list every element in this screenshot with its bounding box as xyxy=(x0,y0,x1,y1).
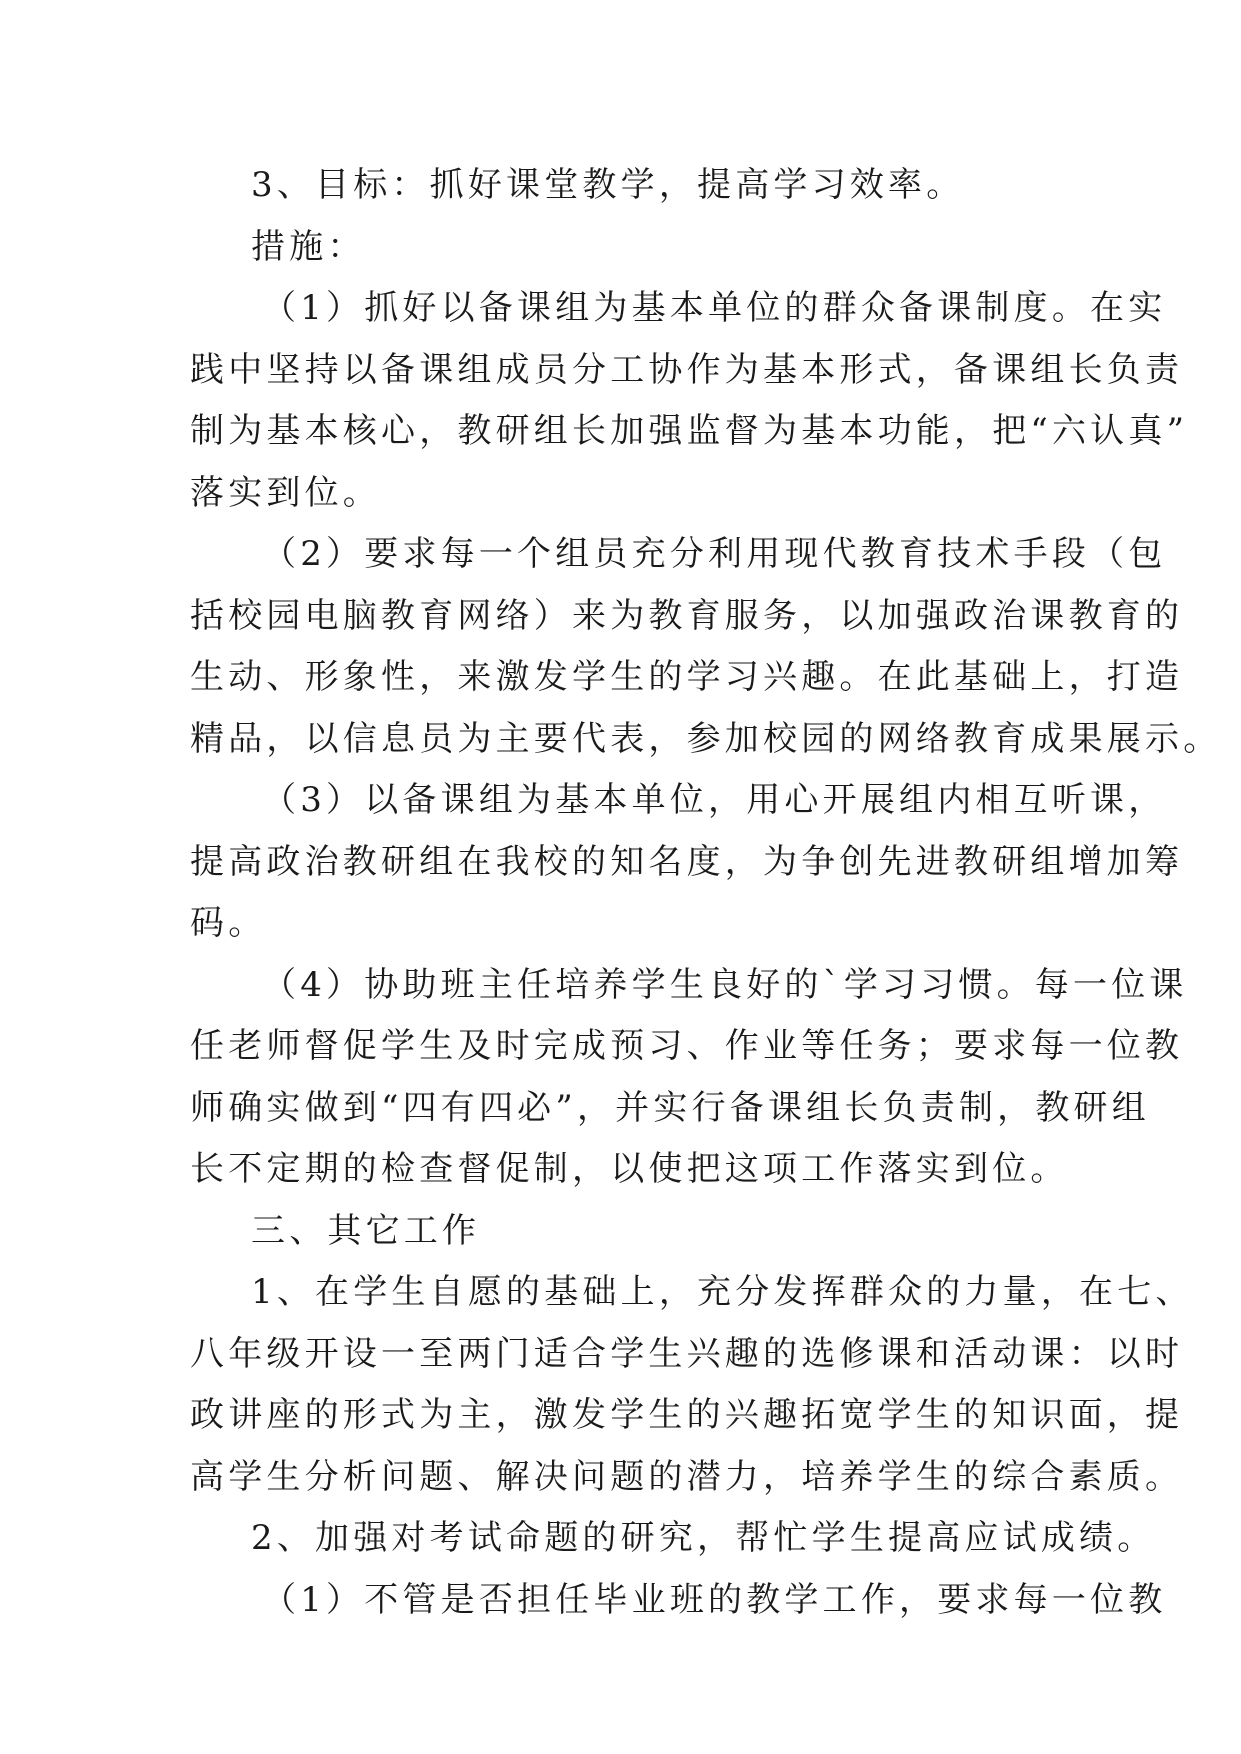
paragraph xyxy=(190,1262,1194,1508)
paragraph xyxy=(190,278,1189,524)
text-line: 精品，以信息员为主要代表，参加校园的网络教育成果展示。 xyxy=(190,718,1222,759)
text-line: 任老师督促学生及时完成预习、作业等任务；要求每一位教 xyxy=(190,1026,1184,1066)
text-line: 括校园电脑教育网络）来为教育服务，以加强政治课教育的 xyxy=(190,595,1184,636)
text-line: 师确实做到“四有四必”，并实行备课组长负责制，教研组 xyxy=(190,1087,1150,1128)
text-line: （1）不管是否担任毕业班的教学工作，要求每一位教 xyxy=(262,1579,1167,1620)
text-line: 3、目标：抓好课堂教学，提高学习效率。 xyxy=(251,165,965,205)
paragraph xyxy=(190,770,1184,955)
text-line: 落实到位。 xyxy=(190,472,381,513)
paragraph xyxy=(190,1508,1156,1570)
paragraph xyxy=(190,1201,1060,1263)
text-line: 八年级开设一至两门适合学生兴趣的选修课和活动课：以时 xyxy=(190,1333,1184,1374)
document-body xyxy=(190,155,1222,1631)
text-line: 高学生分析问题、解决问题的潜力，培养学生的综合素质。 xyxy=(190,1456,1184,1497)
text-line: 生动、形象性，来激发学生的学习兴趣。在此基础上，打造 xyxy=(190,657,1184,697)
text-line: 措施： xyxy=(251,226,366,267)
text-line: 三、其它工作 xyxy=(251,1210,481,1251)
paragraph xyxy=(190,217,1060,279)
paragraph xyxy=(190,955,1188,1201)
text-line: 长不定期的检查督促制，以使把这项工作落实到位。 xyxy=(190,1149,1069,1189)
text-line: 1、在学生自愿的基础上，充分发挥群众的力量，在七、 xyxy=(251,1272,1194,1312)
paragraph xyxy=(190,155,1060,217)
text-line: 政讲座的形式为主，激发学生的兴趣拓宽学生的知识面，提 xyxy=(190,1395,1184,1435)
text-line: 提高政治教研组在我校的知名度，为争创先进教研组增加筹 xyxy=(190,841,1184,882)
text-line: （4）协助班主任培养学生良好的`学习习惯。每一位课 xyxy=(262,964,1188,1005)
text-line: 践中坚持以备课组成员分工协作为基本形式，备课组长负责 xyxy=(190,349,1184,390)
paragraph xyxy=(190,524,1222,770)
text-line: 码。 xyxy=(190,903,267,943)
text-line: （1）抓好以备课组为基本单位的群众备课制度。在实 xyxy=(262,288,1167,328)
text-line: （3）以备课组为基本单位，用心开展组内相互听课， xyxy=(262,780,1167,820)
text-line: 制为基本核心，教研组长加强监督为基本功能，把“六认真” xyxy=(190,411,1189,451)
text-line: 2、加强对考试命题的研究，帮忙学生提高应试成绩。 xyxy=(251,1518,1156,1558)
text-line: （2）要求每一个组员充分利用现代教育技术手段（包 xyxy=(262,534,1167,574)
paragraph xyxy=(190,1570,1167,1632)
